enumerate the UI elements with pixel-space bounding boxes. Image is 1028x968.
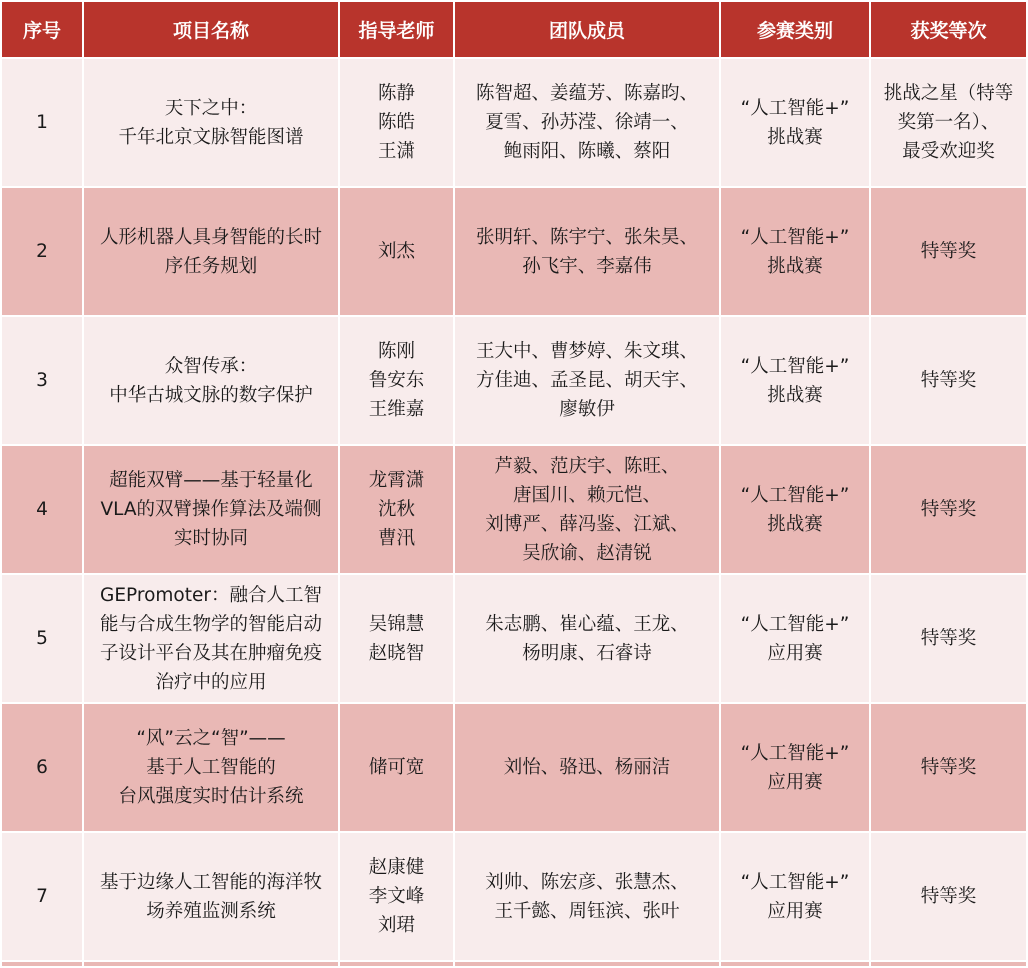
cell-project-name-line: 能与合成生物学的智能启动 xyxy=(99,613,322,635)
cell-project-name xyxy=(84,704,338,831)
cell-project-name xyxy=(84,575,338,702)
cell-team-members-line: 刘怡、骆迅、杨丽洁 xyxy=(503,757,671,778)
cell-category-line: “人工智能+” xyxy=(740,226,850,248)
cell-category-line: 挑战赛 xyxy=(767,126,823,148)
cell-category-line: “人工智能+” xyxy=(740,484,850,506)
cell-project-name-line: 基于边缘人工智能的海洋牧 xyxy=(99,871,322,893)
cell-index: 4 xyxy=(2,446,82,573)
cell-award xyxy=(871,575,1026,702)
cell-category-line: “人工智能+” xyxy=(740,871,850,893)
cell-team-members xyxy=(455,446,719,573)
cell-advisors xyxy=(340,833,453,960)
cell-empty xyxy=(871,962,1026,966)
cell-project-name-line: 治疗中的应用 xyxy=(155,671,267,693)
cell-index: 3 xyxy=(2,317,82,444)
cell-category-line: 应用赛 xyxy=(767,642,823,664)
cell-index: 5 xyxy=(2,575,82,702)
header-award: 获奖等次 xyxy=(871,2,1026,57)
cell-empty xyxy=(455,962,719,966)
cell-project-name-line: 超能双臂——基于轻量化 xyxy=(109,470,313,491)
cell-category xyxy=(721,833,869,960)
cell-category-line: “人工智能+” xyxy=(740,355,850,377)
cell-team-members-line: 陈智超、姜蕴芳、陈嘉昀、 xyxy=(475,83,698,104)
cell-category-line: “人工智能+” xyxy=(740,742,850,764)
cell-category xyxy=(721,188,869,315)
cell-project-name-line: 场养殖监测系统 xyxy=(146,900,276,922)
cell-advisors xyxy=(340,575,453,702)
table-row xyxy=(2,704,1026,831)
cell-project-name-line: 基于人工智能的 xyxy=(146,757,276,778)
cell-award-line: 特等奖 xyxy=(920,241,977,262)
cell-team-members-line: 王大中、曹梦婷、朱文琪、 xyxy=(475,341,698,362)
cell-advisors xyxy=(340,704,453,831)
table-row xyxy=(2,188,1026,315)
cell-category xyxy=(721,446,869,573)
cell-category xyxy=(721,59,869,186)
cell-index: 6 xyxy=(2,704,82,831)
cell-advisors-line: 王潇 xyxy=(377,141,415,162)
cell-team-members-line: 廖敏伊 xyxy=(559,399,615,420)
cell-advisors xyxy=(340,317,453,444)
cell-team-members-line: 唐国川、赖元恺、 xyxy=(512,484,661,506)
cell-team-members-line: 鲍雨阳、陈曦、蔡阳 xyxy=(503,141,671,162)
cell-team-members xyxy=(455,188,719,315)
cell-project-name-line: 台风强度实时估计系统 xyxy=(118,786,304,807)
cell-award-line: 特等奖 xyxy=(920,886,977,907)
cell-team-members-line: 朱志鹏、崔心蕴、王龙、 xyxy=(485,613,689,635)
cell-empty xyxy=(340,962,453,966)
cell-advisors-line: 陈静 xyxy=(377,83,415,104)
cell-advisors-line: 储可宽 xyxy=(368,757,425,778)
cell-award xyxy=(871,446,1026,573)
cell-award-line: 挑战之星（特等 xyxy=(883,83,1014,104)
cell-advisors-line: 陈刚 xyxy=(377,341,415,362)
cell-award xyxy=(871,59,1026,186)
cell-team-members-line: 王千懿、周钰滨、张叶 xyxy=(494,900,680,922)
cell-award-line: 奖第一名）、 xyxy=(897,112,1000,133)
cell-project-name-line: 众智传承： xyxy=(164,355,258,377)
cell-team-members-line: 吴欣谕、赵清锐 xyxy=(522,542,652,564)
cell-advisors-line: 曹汛 xyxy=(377,528,415,549)
cell-category-line: 挑战赛 xyxy=(767,384,823,406)
cell-award xyxy=(871,188,1026,315)
table-row xyxy=(2,59,1026,186)
cell-team-members xyxy=(455,575,719,702)
cell-empty xyxy=(84,962,338,966)
cell-team-members-line: 芦毅、范庆宇、陈旺、 xyxy=(494,455,680,477)
table-row xyxy=(2,575,1026,702)
cell-award-line: 特等奖 xyxy=(920,499,977,520)
header-project-name: 项目名称 xyxy=(84,2,338,57)
cell-advisors xyxy=(340,188,453,315)
cell-category xyxy=(721,704,869,831)
cell-category-line: “人工智能+” xyxy=(740,613,850,635)
cell-team-members-line: 张明轩、陈宇宁、张朱昊、 xyxy=(475,226,698,248)
cell-advisors-line: 沈秋 xyxy=(377,499,415,520)
cell-project-name xyxy=(84,833,338,960)
cell-advisors-line: 王维嘉 xyxy=(368,399,425,420)
cell-project-name-line: GEPromoter：融合人工智 xyxy=(100,584,322,606)
cell-index: 7 xyxy=(2,833,82,960)
cell-project-name-line: 序任务规划 xyxy=(164,255,258,277)
cell-team-members xyxy=(455,317,719,444)
header-category: 参赛类别 xyxy=(721,2,869,57)
cell-project-name xyxy=(84,188,338,315)
cell-team-members-line: 杨明康、石睿诗 xyxy=(522,642,652,664)
cell-category xyxy=(721,317,869,444)
cell-team-members xyxy=(455,833,719,960)
cell-advisors-line: 赵康健 xyxy=(368,857,425,878)
cell-category-line: “人工智能+” xyxy=(740,97,850,119)
cell-project-name-line: “风”云之“智”—— xyxy=(136,728,286,749)
cell-advisors-line: 吴锦慧 xyxy=(368,613,425,635)
cell-advisors-line: 李文峰 xyxy=(368,886,425,907)
cell-advisors-line: 鲁安东 xyxy=(368,370,425,391)
table-body xyxy=(2,59,1026,966)
cell-team-members-line: 刘帅、陈宏彦、张慧杰、 xyxy=(485,871,689,893)
header-advisors: 指导老师 xyxy=(340,2,453,57)
table-row-partial xyxy=(2,962,1026,966)
cell-advisors xyxy=(340,59,453,186)
cell-award-line: 最受欢迎奖 xyxy=(902,141,995,162)
cell-empty xyxy=(721,962,869,966)
cell-project-name-line: 千年北京文脉智能图谱 xyxy=(118,126,304,148)
cell-award-line: 特等奖 xyxy=(920,628,977,649)
cell-project-name-line: 实时协同 xyxy=(173,528,248,549)
cell-award xyxy=(871,833,1026,960)
table-row xyxy=(2,833,1026,960)
cell-award-line: 特等奖 xyxy=(920,370,977,391)
cell-award-line: 特等奖 xyxy=(920,757,977,778)
cell-index: 1 xyxy=(2,59,82,186)
cell-category-line: 挑战赛 xyxy=(767,513,823,535)
cell-category-line: 应用赛 xyxy=(767,771,823,793)
cell-advisors-line: 龙霄潇 xyxy=(368,470,425,491)
cell-category-line: 应用赛 xyxy=(767,900,823,922)
cell-team-members-line: 方佳迪、孟圣昆、胡天宇、 xyxy=(475,370,698,391)
cell-project-name-line: VLA的双臂操作算法及端侧 xyxy=(100,499,322,520)
cell-team-members-line: 孙飞宇、李嘉伟 xyxy=(522,255,652,277)
cell-advisors-line: 陈皓 xyxy=(377,112,415,133)
cell-team-members-line: 刘博严、薛冯鉴、江斌、 xyxy=(485,513,689,535)
cell-team-members-line: 夏雪、孙苏滢、徐靖一、 xyxy=(485,112,689,133)
cell-index: 2 xyxy=(2,188,82,315)
table-row xyxy=(2,446,1026,573)
table-row xyxy=(2,317,1026,444)
cell-team-members xyxy=(455,59,719,186)
cell-advisors-line: 刘杰 xyxy=(377,241,415,262)
header-row xyxy=(2,2,1026,57)
cell-category-line: 挑战赛 xyxy=(767,255,823,277)
cell-advisors-line: 赵晓智 xyxy=(368,642,425,664)
cell-project-name xyxy=(84,59,338,186)
cell-project-name-line: 天下之中： xyxy=(164,97,258,119)
cell-award xyxy=(871,317,1026,444)
cell-project-name xyxy=(84,317,338,444)
cell-project-name xyxy=(84,446,338,573)
header-team-members: 团队成员 xyxy=(455,2,719,57)
cell-project-name-line: 人形机器人具身智能的长时 xyxy=(99,226,322,248)
cell-advisors-line: 刘珺 xyxy=(377,915,415,936)
cell-empty xyxy=(2,962,82,966)
cell-advisors xyxy=(340,446,453,573)
header-index: 序号 xyxy=(2,2,82,57)
cell-category xyxy=(721,575,869,702)
cell-project-name-line: 中华古城文脉的数字保护 xyxy=(109,384,313,406)
cell-team-members xyxy=(455,704,719,831)
cell-award xyxy=(871,704,1026,831)
cell-project-name-line: 子设计平台及其在肿瘤免疫 xyxy=(99,642,322,664)
